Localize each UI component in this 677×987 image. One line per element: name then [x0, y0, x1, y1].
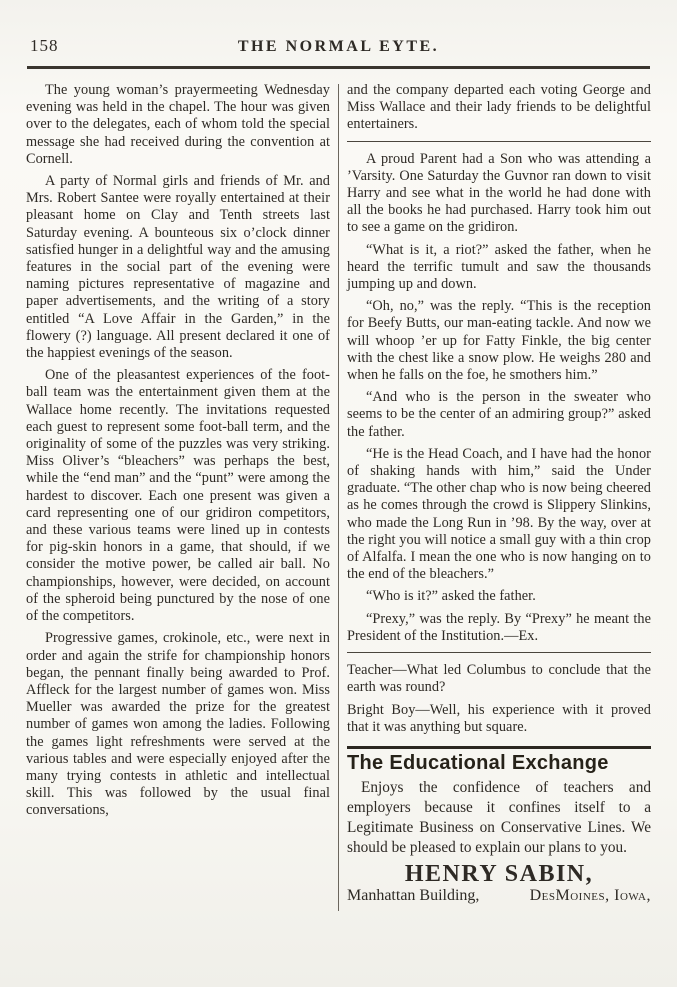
advertiser-building: Manhattan Building,: [347, 887, 480, 905]
right-column: [347, 82, 651, 911]
advertiser-name: HENRY SABIN,: [404, 861, 594, 888]
story-paragraph: “And who is the person in the sweater who seems to be the center of an admiring group?” asked the father.: [347, 389, 651, 440]
story-paragraph: “Oh, no,” was the reply. “This is the reception for Beefy Butts, our man-eating tackle. And now we will whoop ’er up for Fatty Finkle, the big center with the chest like a snow plow. He weighs 280 and when he falls on the foe, he smothers him.”: [347, 298, 651, 384]
news-paragraph: A party of Normal girls and friends of Mr. and Mrs. Robert Santee were royally entertained at their pleasant home on Clay and Tenth streets last Saturday evening. A bounteous six o’clock dinner satisfied hunger in a delightful way and the amusing features in the social part of the evening were naming pictures representative of magazine and paper advertisements, and the writing of a story entitled “A Love Affair in the Garden,” in the flowery (?) language. All present declared it one of the happiest evenings of the season.: [26, 173, 330, 362]
content-columns: [0, 69, 677, 911]
left-column: [26, 82, 330, 911]
story-paragraph: A proud Parent had a Son who was attending a ’Varsity. One Saturday the Guvnor ran down to visit Harry and see what in the world he had done with all the books he had purchased. Harry took him out to see a game on the gridiron.: [347, 150, 651, 236]
news-paragraph: One of the pleasantest experiences of the foot-ball team was the entertainment given them at the Wallace home recently. The invitations requested each guest to represent some foot-ball term, and the originality of some of the puzzles was very striking. Miss Oliver’s “bleachers” was perhaps the best, while the “end man” and the “punt” were among the hardest to discover. Each one present was given a card representing one of our gridiron competitors, and these various teams were lined up in contests for pig-skin honors in a game, that should, if we consider the motive power, be called air ball. No championships, however, were decided, on account of the spheroid being punctured by the nose of one of the competitors.: [26, 367, 330, 625]
joke-paragraph: Teacher—What led Columbus to conclude that the earth was round?: [347, 662, 651, 696]
story-paragraph: “What is it, a riot?” asked the father, when he heard the terrific tumult and saw the thousands jumping up and down.: [347, 241, 651, 293]
page-header: [0, 0, 677, 64]
page-number: 158: [30, 36, 59, 55]
column-divider: [338, 84, 339, 911]
advertisement-body: Enjoys the confidence of teachers and employers because it confines itself to a Legitimate Business on Conservative Lines. We should be pleased to explain our plans to you.: [347, 779, 651, 857]
story-paragraph: “He is the Head Coach, and I have had the honor of shaking hands with him,” said the Under graduate. “The other chap who is now being cheered as he comes through the crowd is Slippery Slinkins, who made the Long Run in ’98. By the way, over at the right you will notice a small guy with a thin crop of Alfalfa. I mean the one who is now hanging on to the end of the bleachers.”: [347, 445, 651, 583]
joke-section: [347, 662, 651, 736]
advertisement-heading: The Educational Exchange: [347, 751, 609, 774]
story-paragraph: “Who is it?” asked the father.: [366, 588, 536, 605]
joke-paragraph: Bright Boy—Well, his experience with it proved that it was anything but square.: [347, 701, 651, 735]
continuation-paragraph: and the company departed each voting George and Miss Wallace and their lady friends to be delightful entertainers.: [347, 82, 651, 133]
advertiser-address: [347, 887, 651, 910]
advertiser-city: DesMoines, Iowa,: [529, 887, 651, 905]
journal-title: THE NORMAL EYTE.: [237, 38, 440, 55]
section-divider-rule: [347, 141, 651, 142]
advertisement-top-rule: [347, 746, 651, 749]
news-paragraph: The young woman’s prayermeeting Wednesday evening was held in the chapel. The hour was given over to the delegates, each of whom told the special message she had received during the convention at Cornell.: [26, 82, 330, 167]
story-paragraph: “Prexy,” was the reply. By “Prexy” he meant the President of the Institution.—Ex.: [347, 610, 651, 644]
story-section: [347, 151, 651, 645]
section-divider-rule: [347, 652, 651, 653]
news-paragraph: Progressive games, crokinole, etc., were next in order and again the strife for championship honors began, the pennant finally being awarded to Prof. Affleck for the largest number of games won. Miss Mueller was awarded the prize for the greatest number of games won among the ladies. Following the games light refreshments were served at the various tables and were especially enjoyed after the many trying contests in athletic and intellectual skill. This was followed by the usual final conversations,: [26, 630, 330, 819]
